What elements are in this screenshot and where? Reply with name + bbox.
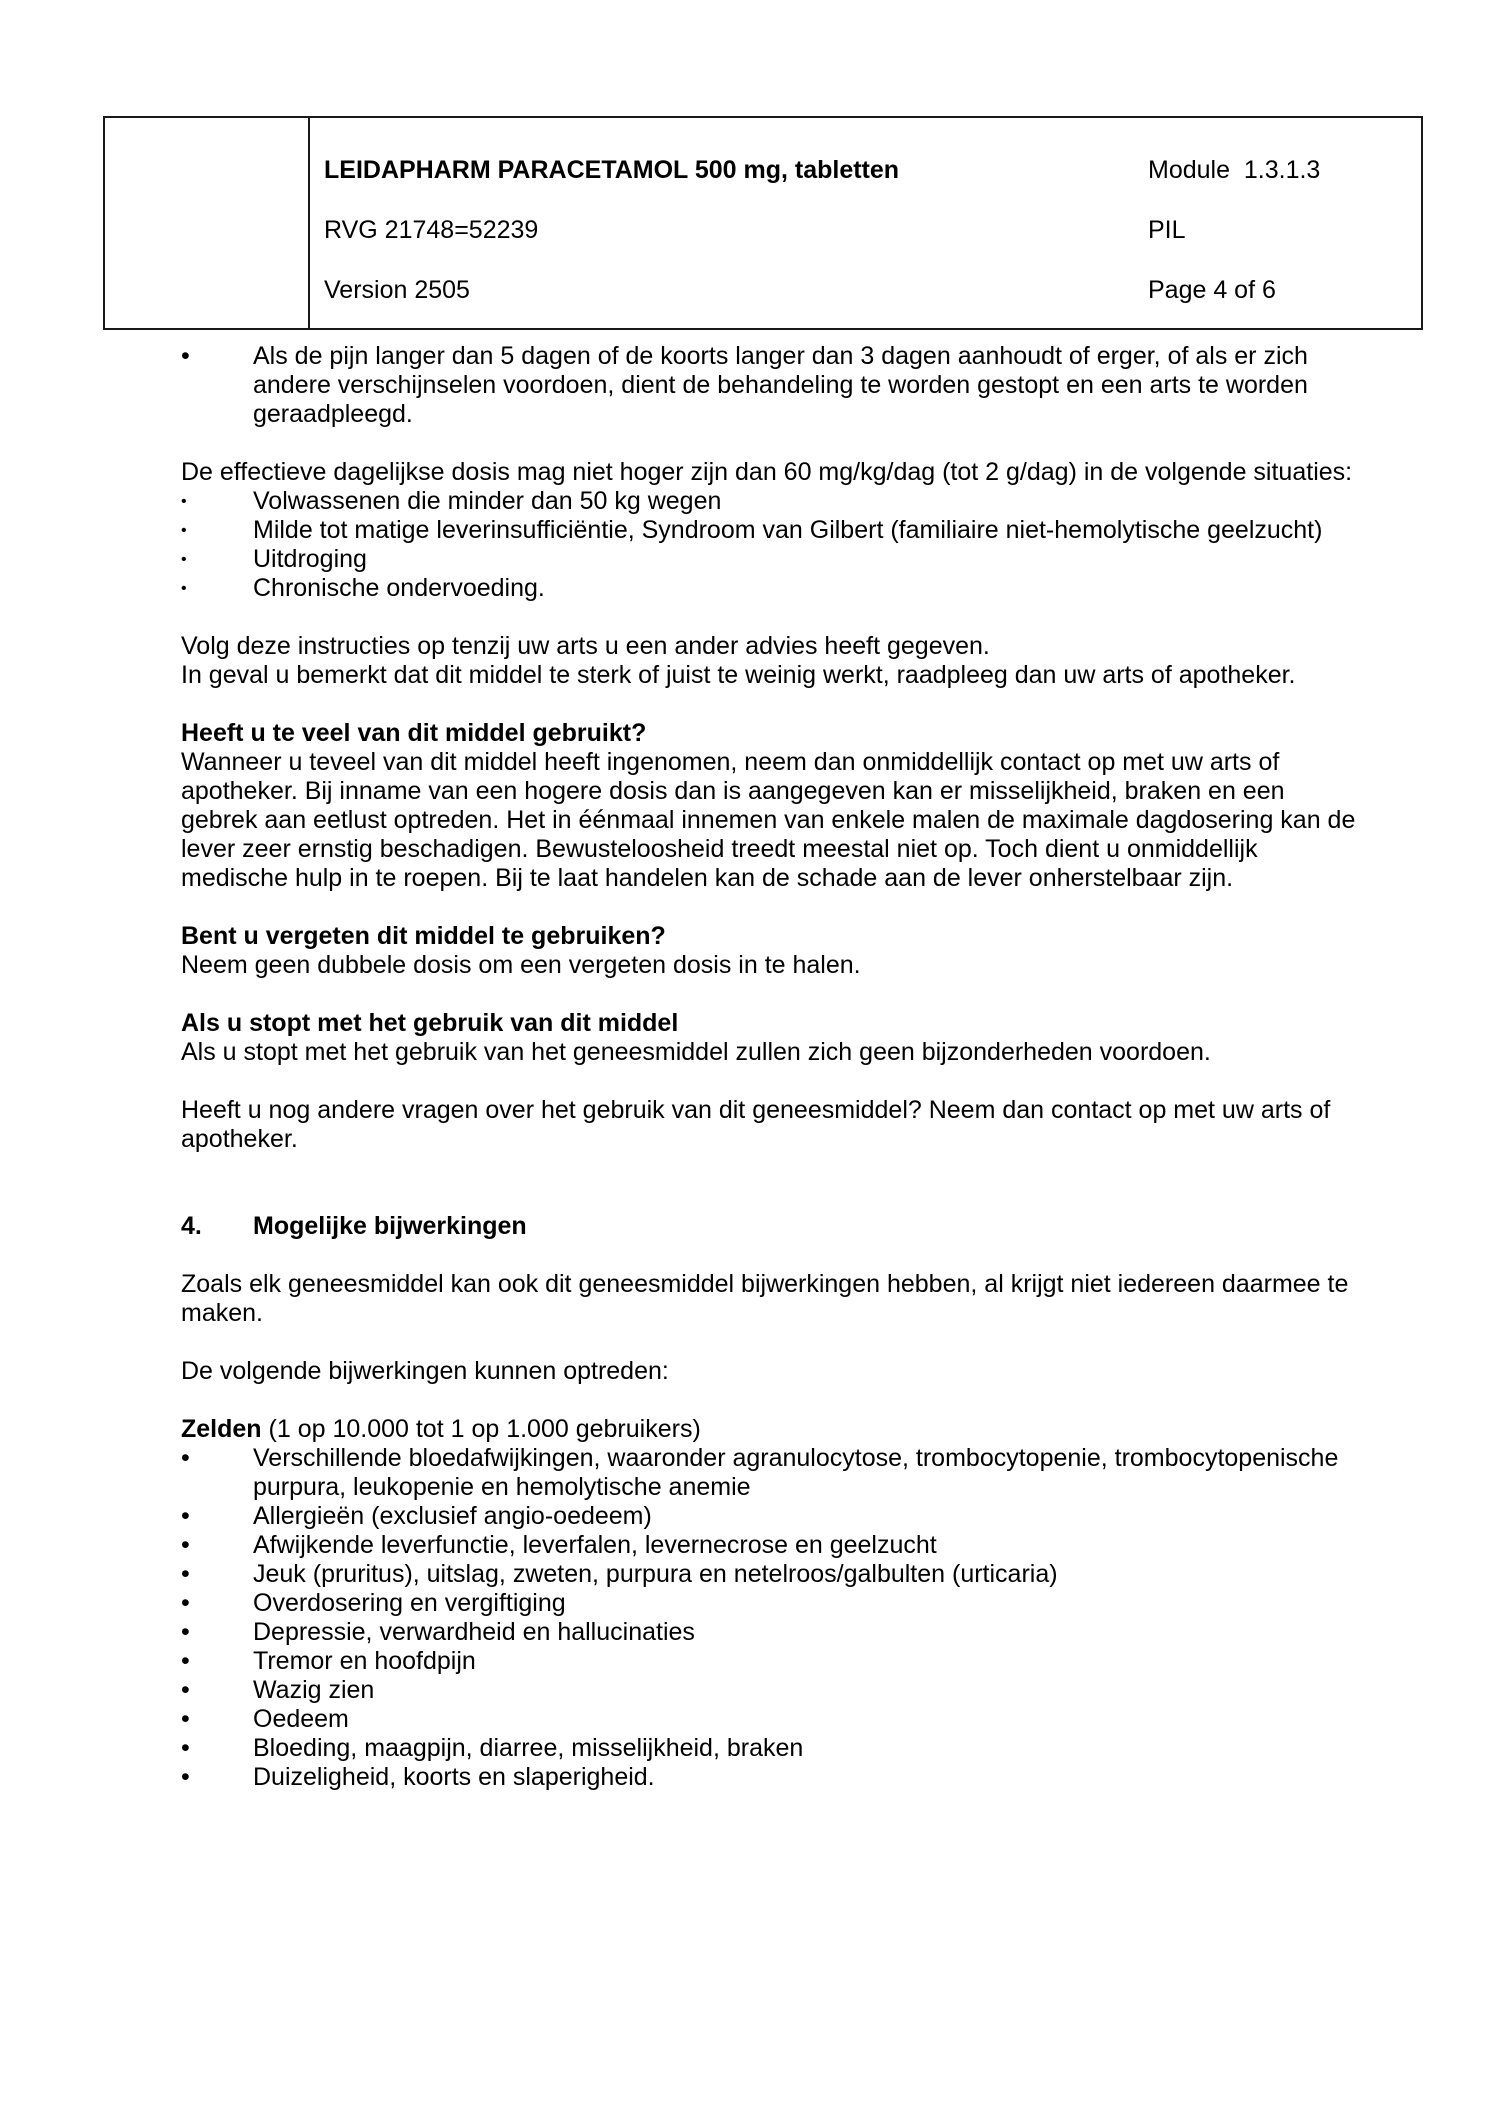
list-item: • Wazig zien: [181, 1676, 375, 1704]
list-item: • Duizeligheid, koorts en slaperigheid.: [181, 1763, 655, 1791]
section-4-heading: [181, 1212, 1361, 1241]
header-content-cell: [310, 118, 1421, 328]
doc-type-label: PIL: [1148, 215, 1186, 244]
bullet-icon: •: [181, 551, 187, 568]
list-item: • Uitdroging: [181, 545, 367, 573]
bullet-icon: •: [181, 1560, 190, 1588]
forgotten-dose-heading: Bent u vergeten dit middel te gebruiken?: [181, 922, 666, 950]
side-effects-list: [181, 1444, 1361, 1792]
list-item: • Oedeem: [181, 1705, 349, 1733]
document-body: [181, 342, 1361, 1792]
document-header-table: [103, 116, 1423, 330]
bullet-icon: •: [181, 522, 187, 539]
questions-paragraph: Heeft u nog andere vragen over het gebruik van dit geneesmiddel? Neem dan contact op met uw arts of apotheker.: [181, 1096, 1331, 1153]
list-item: • Chronische ondervoeding.: [181, 574, 545, 602]
forgotten-dose-paragraph: Neem geen dubbele dosis om een vergeten dosis in te halen.: [181, 951, 861, 979]
header-row-version: [324, 260, 1421, 320]
page-number: Page 4 of 6: [1148, 275, 1276, 304]
side-effects-intro: Zoals elk geneesmiddel kan ook dit geneesmiddel bijwerkingen hebben, al krijgt niet iedereen daarmee te maken.: [181, 1270, 1349, 1327]
list-item: • Allergieën (exclusief angio-oedeem): [181, 1502, 652, 1530]
dose-bullet-list: [181, 487, 1361, 603]
list-item: • Milde tot matige leverinsufficiëntie, Syndroom van Gilbert (familiaire niet-hemolytische geelzucht): [181, 516, 1323, 544]
list-item: • Volwassenen die minder dan 50 kg wegen: [181, 487, 722, 515]
bullet-icon: •: [181, 1705, 190, 1733]
bullet-icon: •: [181, 1618, 190, 1646]
bullet-icon: •: [181, 493, 187, 510]
bullet-icon: •: [181, 1763, 190, 1791]
stop-use-heading: Als u stopt met het gebruik van dit middel: [181, 1009, 679, 1037]
list-item: • Jeuk (pruritus), uitslag, zweten, purpura en netelroos/galbulten (urticaria): [181, 1560, 1058, 1588]
version-label: Version 2505: [324, 275, 470, 304]
list-item: • Bloeding, maagpijn, diarree, misselijkheid, braken: [181, 1734, 804, 1762]
section-title: Mogelijke bijwerkingen: [253, 1212, 527, 1240]
intro-bullet-text: Als de pijn langer dan 5 dagen of de koorts langer dan 3 dagen aanhoudt of erger, of als er zich andere verschijnselen voordoen, dient de behandeling te worden gestopt en een arts te worden geraadpleegd.: [253, 342, 1308, 428]
dose-paragraph: De effectieve dagelijkse dosis mag niet hoger zijn dan 60 mg/kg/dag (tot 2 g/dag) in de volgende situaties:: [181, 458, 1353, 486]
list-item: • Afwijkende leverfunctie, leverfalen, levernecrose en geelzucht: [181, 1531, 937, 1559]
module-number: Module 1.3.1.3: [1148, 155, 1321, 184]
frequency-line: [181, 1415, 1361, 1444]
side-effects-lead: De volgende bijwerkingen kunnen optreden:: [181, 1357, 669, 1385]
header-empty-cell: [105, 118, 310, 328]
overdose-heading: Heeft u te veel van dit middel gebruikt?: [181, 719, 647, 747]
stop-use-paragraph: Als u stopt met het gebruik van het geneesmiddel zullen zich geen bijzonderheden voordoen.: [181, 1038, 1211, 1066]
product-title: LEIDAPHARM PARACETAMOL 500 mg, tabletten: [324, 155, 900, 184]
list-item: • Depressie, verwardheid en hallucinaties: [181, 1618, 695, 1646]
bullet-icon: •: [181, 1531, 190, 1559]
list-item: [181, 342, 1361, 429]
list-item: • Verschillende bloedafwijkingen, waaronder agranulocytose, trombocytopenie, trombocytopenische purpura, leukopenie en hemolytische anemie: [181, 1444, 1339, 1501]
frequency-detail: (1 op 10.000 tot 1 op 1.000 gebruikers): [261, 1415, 701, 1443]
bullet-icon: •: [181, 1589, 190, 1617]
frequency-label: Zelden: [181, 1415, 262, 1443]
bullet-icon: •: [181, 580, 187, 597]
bullet-icon: •: [181, 1734, 190, 1762]
advice-line-2: In geval u bemerkt dat dit middel te sterk of juist te weinig werkt, raadpleeg dan uw arts of apotheker.: [181, 661, 1296, 689]
advice-line-1: Volg deze instructies op tenzij uw arts u een ander advies heeft gegeven.: [181, 632, 990, 660]
bullet-icon: •: [181, 342, 190, 370]
list-item: • Overdosering en vergiftiging: [181, 1589, 566, 1617]
overdose-paragraph: Wanneer u teveel van dit middel heeft ingenomen, neem dan onmiddellijk contact op met uw arts of apotheker. Bij inname van een hogere dosis dan is aangegeven kan er misselijkheid, braken en een gebrek aan eetlust optreden. Het in éénmaal innemen van enkele malen de maximale dagdosering kan de lever zeer ernstig beschadigen. Bewusteloosheid treedt meestal niet op. Toch dient u onmiddellijk medische hulp in te roepen. Bij te laat handelen kan de schade aan de lever onherstelbaar zijn.: [181, 748, 1356, 892]
rvg-number: RVG 21748=52239: [324, 215, 539, 244]
bullet-icon: •: [181, 1647, 190, 1675]
bullet-icon: •: [181, 1444, 190, 1472]
header-row-rvg: [324, 200, 1421, 260]
bullet-icon: •: [181, 1502, 190, 1530]
list-item: • Tremor en hoofdpijn: [181, 1647, 476, 1675]
bullet-icon: •: [181, 1676, 190, 1704]
header-row-title: [324, 140, 1421, 200]
section-number: 4.: [181, 1212, 202, 1240]
